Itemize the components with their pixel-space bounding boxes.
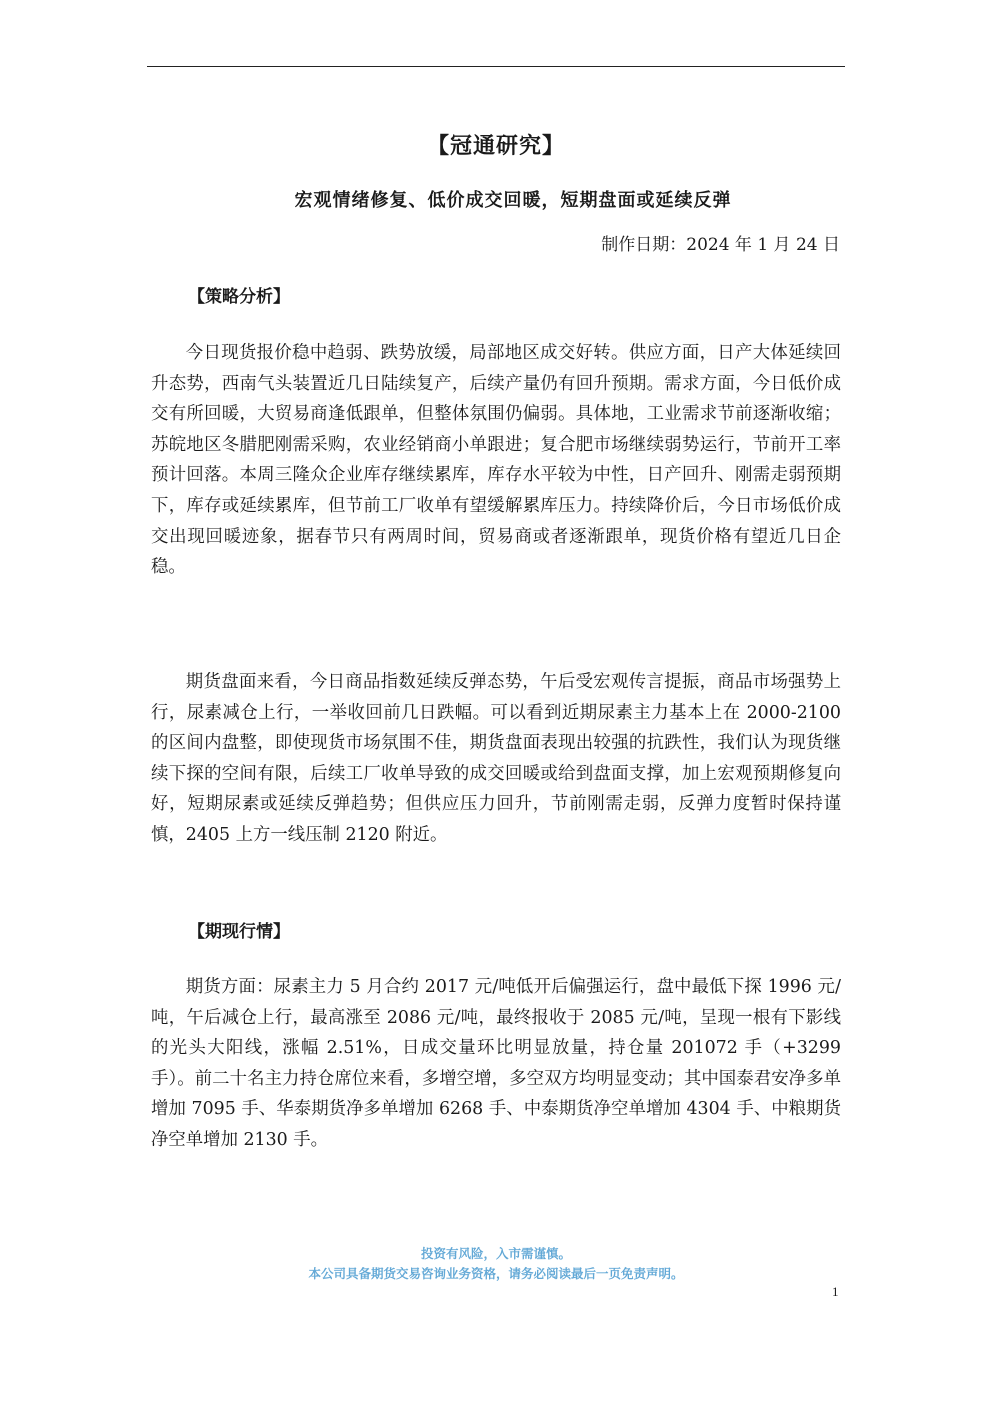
- header-rule: [147, 66, 845, 67]
- strategy-paragraph-1: 今日现货报价稳中趋弱、跌势放缓，局部地区成交好转。供应方面，日产大体延续回升态势，西南气头装置近几日陆续复产，后续产量仍有回升预期。需求方面，今日低价成交有所回暖，大贸易商逢低跟单，但整体氛围仍偏弱。具体地，工业需求节前逐渐收缩；苏皖地区冬腊肥刚需采购，农业经销商小单跟进；复合肥市场继续弱势运行，节前开工率预计回落。本周三隆众企业库存继续累库，库存水平较为中性，日产回升、刚需走弱预期下，库存或延续累库，但节前工厂收单有望缓解累库压力。持续降价后，今日市场低价成交出现回暖迹象，据春节只有两周时间，贸易商或者逐渐跟单，现货价格有望近几日企稳。: [151, 343, 841, 578]
- section-heading-strategy: 【策略分析】: [188, 287, 290, 307]
- report-subtitle: 宏观情绪修复、低价成交回暖，短期盘面或延续反弹: [294, 190, 732, 211]
- risk-notice: 投资有风险，入市需谨慎。: [420, 1246, 571, 1261]
- disclaimer-notice: 本公司具备期货交易咨询业务资格，请务必阅读最后一页免责声明。: [308, 1266, 684, 1281]
- market-paragraph-1: 期货方面：尿素主力 5 月合约 2017 元/吨低开后偏强运行，盘中最低下探 1996 元/吨，午后减仓上行，最高涨至 2086 元/吨，最终报收于 2085 元/吨，呈现一根有下影线的光头大阳线，涨幅 2.51%，日成交量环比明显放量，持仓量 201072 手（+3299 手）。前二十名主力持仓席位来看，多增空增，多空双方均明显变动；其中国泰君安净多单增加 7095 手、华泰期货净多单增加 6268 手、中泰期货净空单增加 4304 手、中粮期货净空单增加 2130 手。: [151, 977, 841, 1150]
- page-number: 1: [832, 1284, 839, 1299]
- report-date: 制作日期：2024 年 1 月 24 日: [601, 235, 840, 255]
- report-title: 【冠通研究】: [426, 133, 565, 159]
- section-heading-market: 【期现行情】: [188, 922, 290, 942]
- strategy-paragraph-2: 期货盘面来看，今日商品指数延续反弹态势，午后受宏观传言提振，商品市场强势上行，尿素减仓上行，一举收回前几日跌幅。可以看到近期尿素主力基本上在 2000-2100 的区间内盘整，即使现货市场氛围不佳，期货盘面表现出较强的抗跌性，我们认为现货继续下探的空间有限，后续工厂收单导致的成交回暖或给到盘面支撑，加上宏观预期修复向好，短期尿素或延续反弹趋势；但供应压力回升，节前刚需走弱，反弹力度暂时保持谨慎，2405 上方一线压制 2120 附近。: [151, 672, 841, 845]
